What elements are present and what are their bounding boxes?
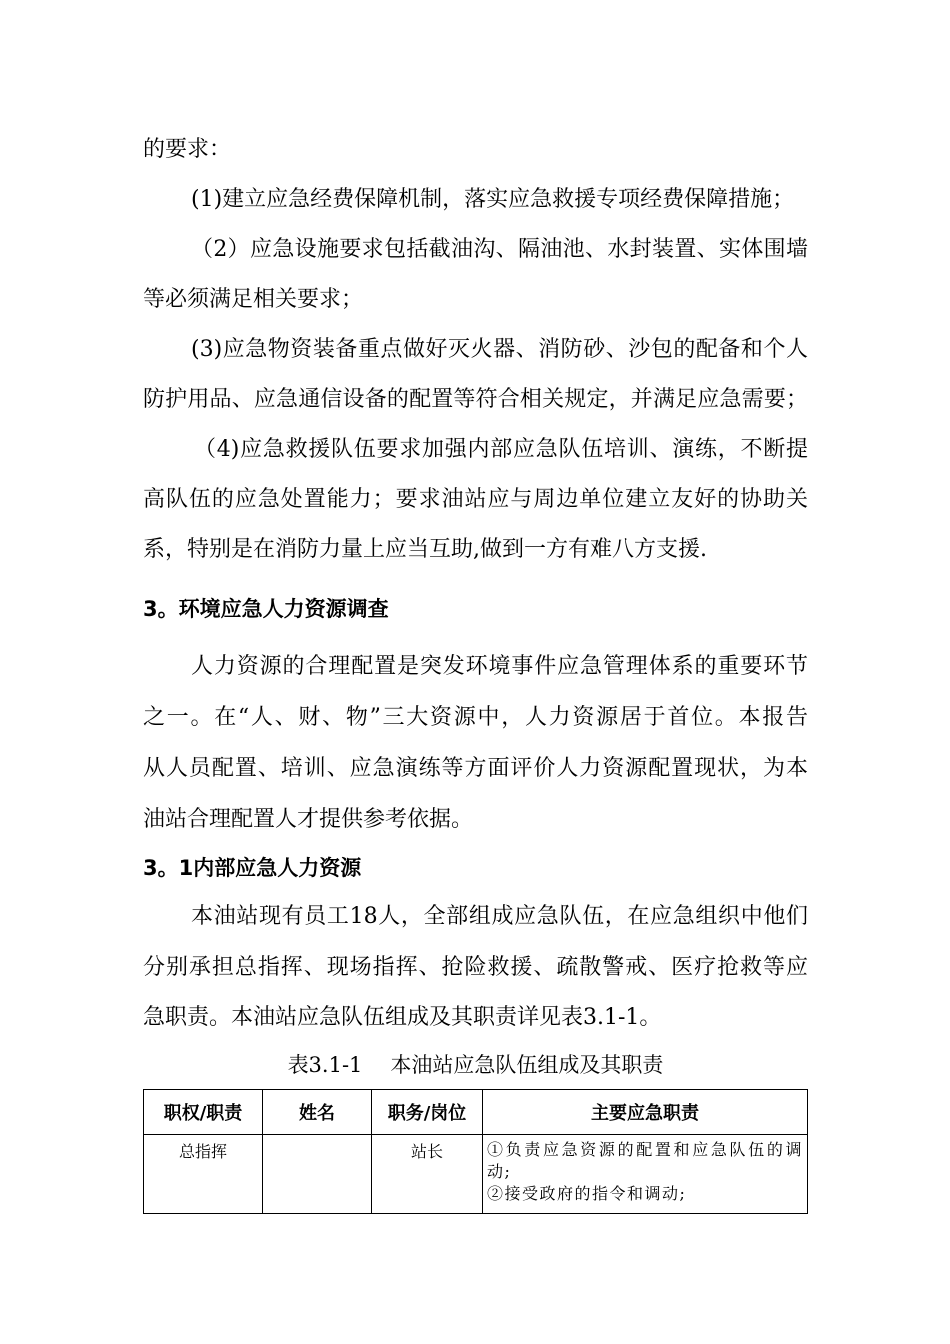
role-cell: 总指挥 [144, 1135, 263, 1214]
section-heading: 3。1内部应急人力资源 [143, 856, 362, 880]
paragraph-line: 油站合理配置人才提供参考依据。 [143, 807, 474, 832]
table-header-row [144, 1090, 808, 1135]
column-header: 职务/岗位 [372, 1090, 483, 1135]
duties-cell [483, 1135, 808, 1214]
paragraph-line: 防护用品、应急通信设备的配置等符合相关规定，并满足应急需要； [143, 387, 808, 412]
duty-item: ①负责应急资源的配置和应急队伍的调动; [487, 1140, 803, 1181]
table-caption-number: 表3.1-1 [287, 1053, 363, 1077]
paragraph-line: 人力资源的合理配置是突发环境事件应急管理体系的重要环节 [191, 654, 808, 679]
paragraph-line: (3)应急物资装备重点做好灭火器、消防砂、沙包的配备和个人 [191, 337, 808, 362]
paragraph-line: 从人员配置、培训、应急演练等方面评价人力资源配置现状，为本 [143, 756, 808, 781]
paragraph-line: 等必须满足相关要求； [143, 287, 364, 312]
table-caption-title: 本油站应急队伍组成及其职责 [390, 1053, 664, 1077]
duty-item: ②接受政府的指令和调动; [487, 1184, 687, 1203]
column-header: 职权/职责 [144, 1090, 263, 1135]
paragraph-line: 系，特别是在消防力量上应当互助,做到一方有难八方支援. [143, 537, 707, 562]
paragraph-line: 本油站现有员工18人，全部组成应急队伍，在应急组织中他们 [191, 904, 808, 929]
name-cell [263, 1135, 372, 1214]
table-caption [143, 1050, 808, 1080]
paragraph-line: 分别承担总指挥、现场指挥、抢险救援、疏散警戒、医疗抢救等应 [143, 955, 808, 980]
paragraph-line: （4)应急救援队伍要求加强内部应急队伍培训、演练，不断提 [194, 437, 808, 462]
paragraph-line: 之一。在“人、财、物”三大资源中，人力资源居于首位。本报告 [143, 705, 808, 730]
column-header: 姓名 [263, 1090, 372, 1135]
column-header: 主要应急职责 [483, 1090, 808, 1135]
position-cell: 站长 [372, 1135, 483, 1214]
section-heading: 3。环境应急人力资源调查 [143, 597, 389, 621]
paragraph-line: （2）应急设施要求包括截油沟、隔油池、水封装置、实体围墙 [191, 237, 808, 262]
paragraph-line: 高队伍的应急处置能力；要求油站应与周边单位建立友好的协助关 [143, 487, 808, 512]
paragraph-line: 急职责。本油站应急队伍组成及其职责详见表3.1-1。 [143, 1005, 662, 1030]
table-row [144, 1135, 808, 1214]
emergency-team-table [143, 1089, 808, 1214]
paragraph-line: (1)建立应急经费保障机制，落实应急救援专项经费保障措施； [191, 187, 795, 212]
paragraph-line: 的要求： [143, 137, 232, 162]
